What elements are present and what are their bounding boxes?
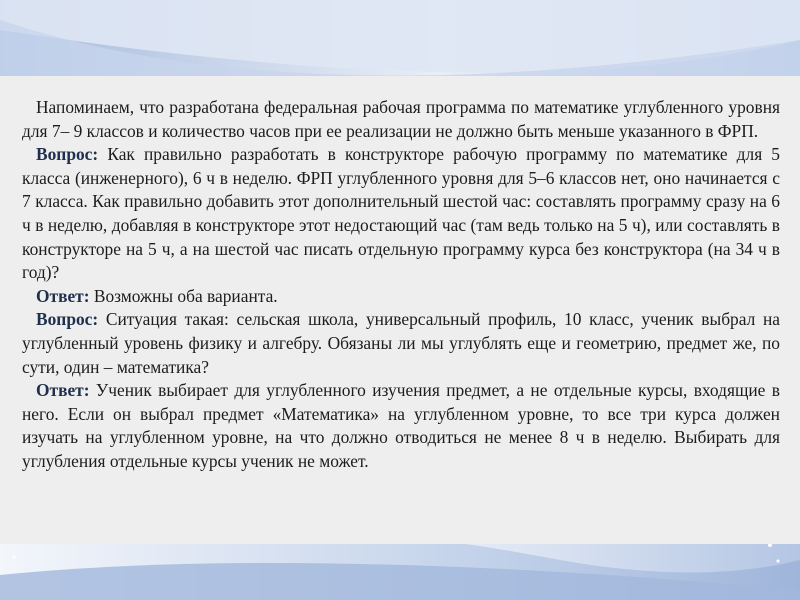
answer-1-text: Возможны оба варианта. [93,285,278,306]
question-2 [22,308,780,379]
question-1-text: Как правильно разработать в конструкторе рабочую программу по математике для 5 класса (инженерного), 6 ч в неделю. ФРП углубленного уровня для 5–6 классов нет, оно начинается с 7 класса. Как правильно добавить этот дополнительный шестой час: составлять программу сразу на 6 ч в неделю, добавляя в конструкторе этот недостающий час (там ведь только на 5 ч), или составлять в конструкторе на 5 ч, а на шестой час писать отдельную программу курса без конструктора (на 34 ч в год)? [22,144,780,283]
content-panel [0,76,800,544]
question-2-text: Ситуация такая: сельская школа, универсальный профиль, 10 класс, ученик выбрал на углубленный уровень физику и алгебру. Обязаны ли мы углублять еще и геометрию, предмет же, по сути, один – математика? [22,309,780,377]
answer-1 [22,285,780,309]
slide-text [22,96,780,474]
answer-label: Ответ: [36,285,90,306]
answer-label: Ответ: [36,380,90,401]
question-label: Вопрос: [36,309,99,330]
answer-2 [22,379,780,473]
sparkle-dot [13,556,16,559]
intro-paragraph: Напоминаем, что разработана федеральная рабочая программа по математике углубленного уровня для 7– 9 классов и количество часов при ее реализации не должно быть меньше указанного в ФРП. [22,97,780,141]
sparkle-dot [777,560,780,563]
answer-2-text: Ученик выбирает для углубленного изучения предмет, а не отдельные курсы, входящие в него. Если он выбрал предмет «Математика» на углубленном уровне, то все три курса должен изучать на углубленном уровне, на что должно отводиться не менее 8 ч в неделю. Выбирать для углубления отдельные курсы ученик не может. [22,380,780,471]
question-1 [22,143,780,285]
question-label: Вопрос: [36,144,99,165]
